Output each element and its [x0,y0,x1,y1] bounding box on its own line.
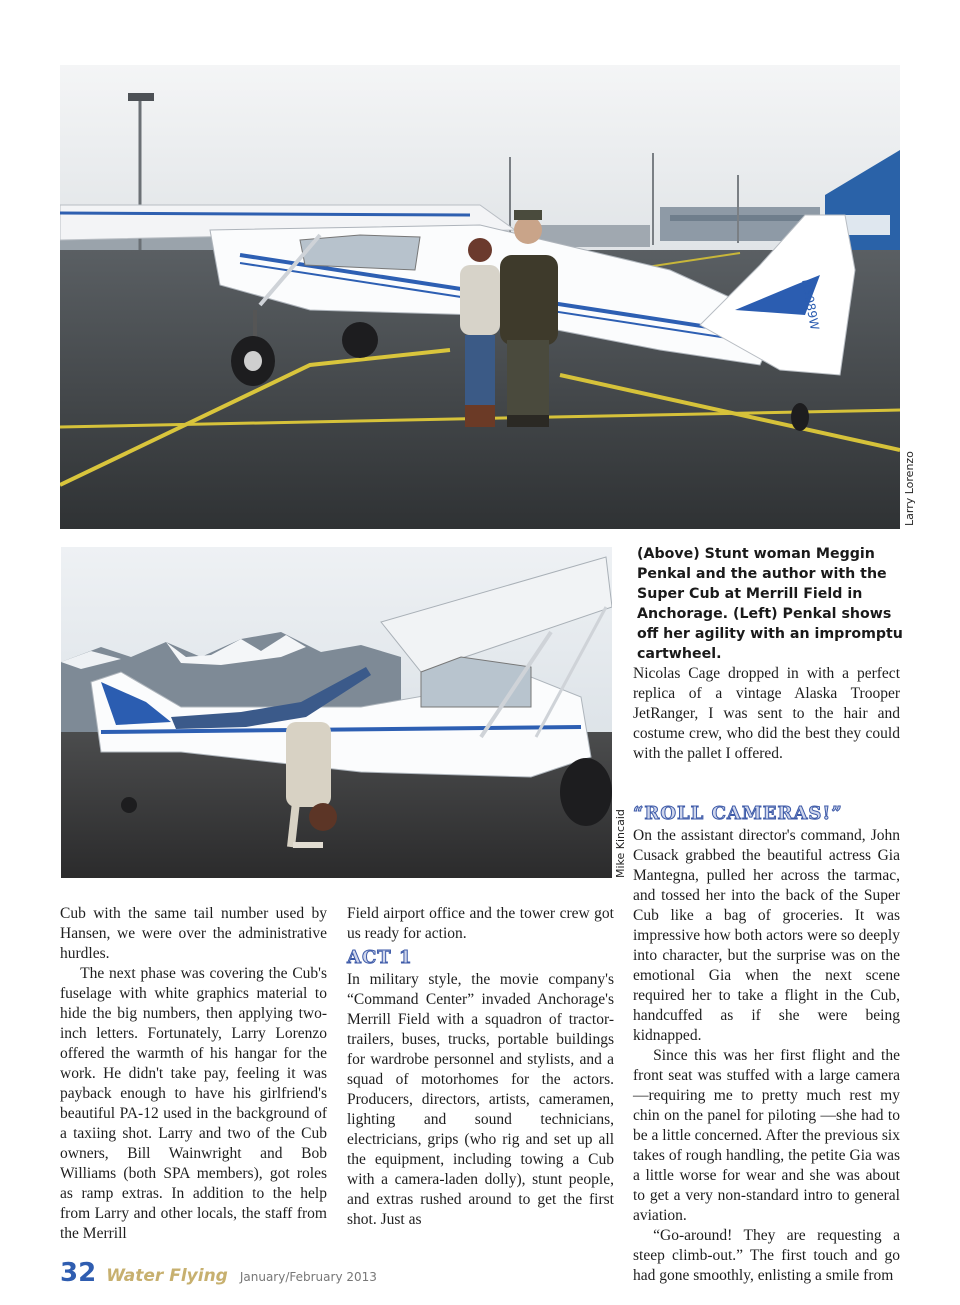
page-number: 32 [60,1258,97,1288]
photo-cartwheel [61,547,612,878]
paragraph: Cub with the same tail number used by Hansen, we were over the administrative hurdles. [60,905,327,962]
section-heading-roll-cameras: “ROLL CAMERAS!” [633,803,843,824]
photo-credit-top: Larry Lorenzo [903,451,916,526]
issue-date: January/February 2013 [239,1270,377,1284]
paragraph: Since this was her first flight and the front seat was stuffed with a large camera—requiring me to pretty much rest my chin on the panel for piloting —she had to be a little concerned. After the previous six takes of rough handling, the petite Gia was a little worse for wear and she was about to get a very non-standard intro to general aviation. [633,1047,900,1224]
article-column-3 [633,804,900,1286]
section-heading-act-1: ACT 1 [347,947,413,968]
paragraph: “Go-around! They are requesting a steep climb-out.” The first touch and go had gone smoothly, enlisting a smile from [633,1227,900,1284]
paragraph: The next phase was covering the Cub's fuselage with white graphics material to hide the big numbers, then applying two-inch letters. Fortunately, Larry Lorenzo offered the warmth of his hangar for the work. He didn't take pay, feeling it was payback enough to have his girlfriend's beautiful PA-12 used in the background of a taxiing shot. Larry and two of the Cub owners, Bill Wainwright and Bob Williams (both SPA members), got roles as ramp extras. In addition to the help from Larry and other locals, the staff from the Merrill [60,965,327,1242]
photo-credit-left: Mike Kincaid [614,809,627,878]
photo-super-cub-on-ramp [60,65,900,529]
article-column-2 [347,904,614,1230]
paragraph: Field airport office and the tower crew got us ready for action. [347,905,614,942]
paragraph: On the assistant director's command, John Cusack grabbed the beautiful actress Gia Mantegna, pulled her across the tarmac, and tossed her into the back of the Super Cub like a bag of groceries. It was impressive how both actors were so deeply into character, but the surprise was on the emotional Gia when the next scene required her to take a flight in the Cub, handcuffed as if she were being kidnapped. [633,827,900,1044]
paragraph: Nicolas Cage dropped in with a perfect replica of a vintage Alaska Trooper JetRanger, I was sent to the hair and costume crew, who did the best they could with the pallet I offered. [633,665,900,762]
article-column-1 [60,904,327,1244]
tail-number: N3089W [799,278,822,332]
page-footer [60,1258,377,1290]
magazine-title: Water Flying [106,1266,228,1286]
article-column-3-top [633,664,900,764]
paragraph: In military style, the movie company's “Command Center” invaded Anchorage's Merrill Field with a squadron of tractor-trailers, buses, trucks, portable buildings for wardrobe personnel and stylists, and a squad of motorhomes for the actors. Producers, directors, artists, cameramen, lighting and sound technicians, electricians, grips (who rig and set up all the equipment, including towing a Cub with a camera-laden dolly), stunt people, and extras rushed around to get the first shot. Just as [347,971,614,1228]
photo-caption: (Above) Stunt woman Meggin Penkal and the author with the Super Cub at Merrill Field in Anchorage. (Left) Penkal shows off her agility with an impromptu cartwheel. [637,546,903,662]
